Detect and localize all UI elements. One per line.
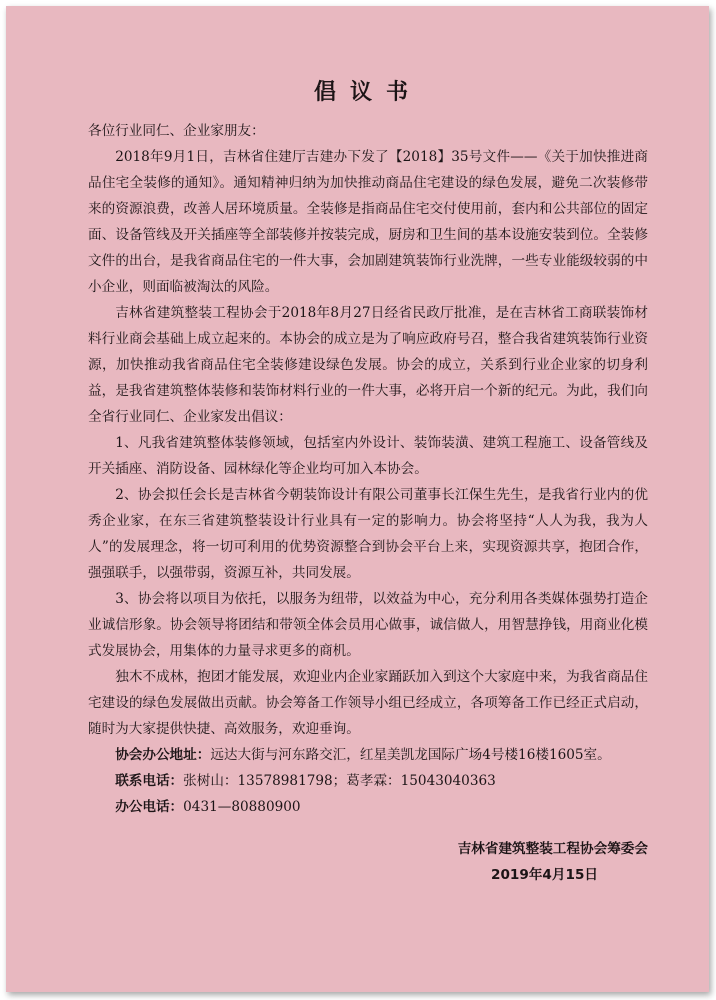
proposal-item-3: 3、协会将以项目为依托，以服务为纽带，以效益为中心，充分利用各类媒体强势打造企业诚信形象。协会领导将团结和带领全体会员用心做事，诚信做人，用智慧挣钱，用商业化模式发展协会，用集体的力量寻求更多的商机。 [88, 591, 648, 659]
paragraph-closing: 独木不成林，抱团才能发展，欢迎业内企业家踊跃加入到这个大家庭中来，为我省商品住宅建设的绿色发展做出贡献。协会筹备工作领导小组已经成立，各项筹备工作已经正式启动，随时为大家提供快捷、高效服务，欢迎垂询。 [88, 669, 648, 737]
paragraph-intro: 2018年9月1日，吉林省住建厅吉建办下发了【2018】35号文件——《关于加快推进商品住宅全装修的通知》。通知精神归纳为加快推动商品住宅建设的绿色发展，避免二次装修带来的资源浪费，改善人居环境质量。全装修是指商品住宅交付使用前，套内和公共部位的固定面、设备管线及开关插座等全部装修并按装完成，厨房和卫生间的基本设施安装到位。全装修文件的出台，是我省商品住宅的一件大事，会加剧建筑装饰行业洗牌，一些专业能级较弱的中小企业，则面临被淘汰的风险。 [88, 149, 648, 295]
document-body [88, 78, 648, 888]
paragraph-association: 吉林省建筑整装工程协会于2018年8月27日经省民政厅批准，是在吉林省工商联装饰材料行业商会基础上成立起来的。本协会的成立是为了响应政府号召，整合我省建筑装饰行业资源，加快推动我省商品住宅全装修建设绿色发展。协会的成立，关系到行业企业家的切身利益，是我省建筑整体装修和装饰材料行业的一件大事，必将开启一个新的纪元。为此，我们向全省行业同仁、企业家发出倡议： [88, 305, 648, 425]
office-address [88, 742, 648, 768]
contact-phone-value: 张树山：13578981798；葛孝霖：15043040363 [183, 773, 496, 789]
signature-date: 2019年4月15日 [491, 867, 598, 883]
office-phone-label: 办公电话： [115, 799, 184, 815]
document-title: 倡议书 [313, 80, 422, 105]
greeting: 各位行业同仁、企业家朋友： [88, 123, 265, 139]
office-address-value: 远达大街与河东路交汇，红星美凯龙国际广场4号楼16楼1605室。 [210, 747, 611, 763]
proposal-item-2: 2、协会拟任会长是吉林省今朝装饰设计有限公司董事长江保生先生，是我省行业内的优秀企业家，在东三省建筑整装设计行业具有一定的影响力。协会将坚持“人人为我，我为人人”的发展理念，将一切可利用的优势资源整合到协会平台上来，实现资源共享，抱团合作，强强联手，以强带弱，资源互补，共同发展。 [88, 487, 648, 581]
contact-phone [88, 768, 648, 794]
office-address-label: 协会办公地址： [115, 747, 211, 763]
signature-organization: 吉林省建筑整装工程协会筹委会 [457, 841, 648, 857]
contact-phone-label: 联系电话： [115, 773, 184, 789]
document-page [6, 6, 709, 992]
proposal-item-1: 1、凡我省建筑整体装修领域，包括室内外设计、装饰装潢、建筑工程施工、设备管线及开关插座、消防设备、园林绿化等企业均可加入本协会。 [88, 435, 648, 477]
office-phone-value: 0431—80880900 [183, 799, 301, 815]
office-phone [88, 794, 648, 820]
